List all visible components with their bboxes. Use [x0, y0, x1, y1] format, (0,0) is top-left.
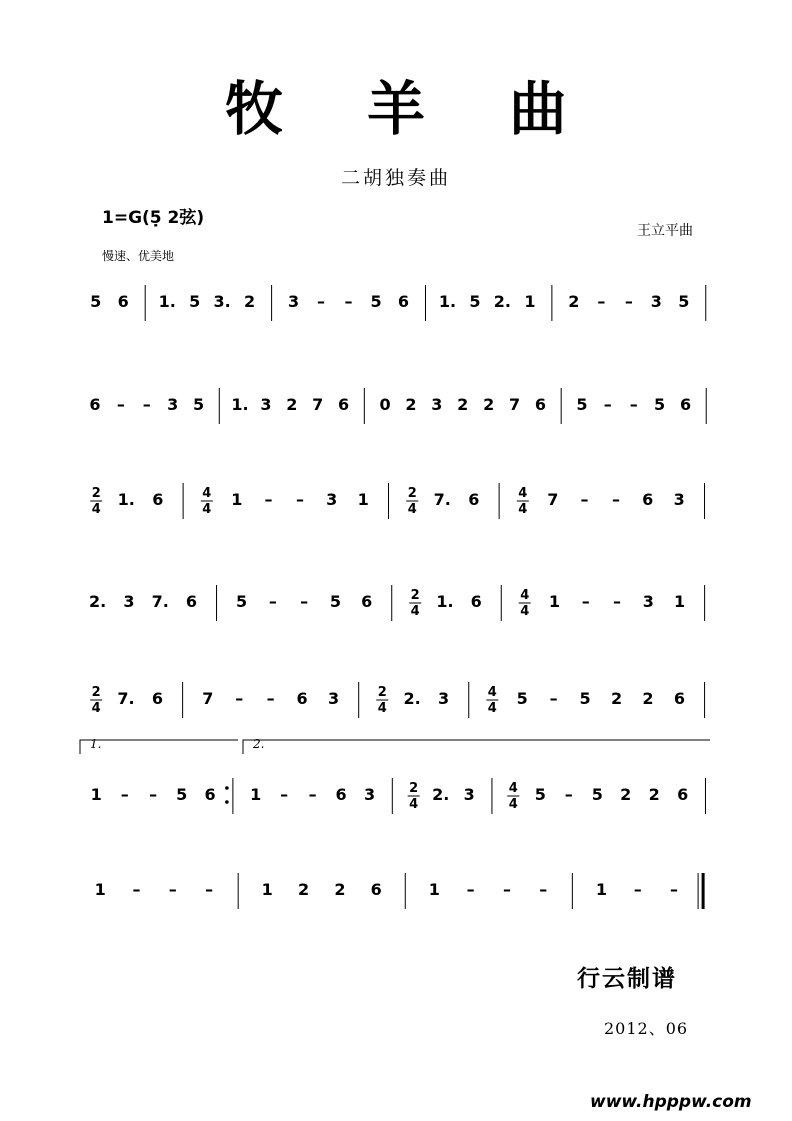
title-char: 羊 — [366, 75, 425, 143]
time-sig-bottom: 4 — [202, 502, 212, 517]
title-char: 牧 — [224, 75, 283, 143]
note: 6 — [677, 785, 689, 804]
note: 1 — [357, 490, 369, 509]
time-sig-bottom: 4 — [518, 502, 528, 517]
note: 6 — [338, 395, 350, 414]
dash-extension: – — [539, 880, 548, 899]
score-row — [78, 463, 718, 533]
score-row-svg — [78, 265, 718, 335]
note: 1 — [90, 785, 102, 804]
dash-extension: – — [603, 395, 612, 414]
note: 1. — [436, 592, 454, 611]
dash-extension: – — [670, 880, 679, 899]
score-row — [78, 565, 718, 635]
subtitle: 二胡独奏曲 — [340, 167, 451, 189]
note: 6 — [470, 592, 482, 611]
note: 2 — [620, 785, 632, 804]
dash-extension: – — [466, 880, 475, 899]
note: 1 — [674, 592, 686, 611]
score-row-svg — [78, 853, 718, 923]
transcriber-credit: 行云制谱 — [577, 966, 677, 992]
time-sig-top: 2 — [377, 685, 387, 700]
time-sig-bottom: 4 — [520, 604, 530, 619]
note: 7. — [117, 689, 135, 708]
score-row-svg — [78, 565, 718, 635]
dash-extension: – — [564, 785, 573, 804]
note: 6 — [335, 785, 347, 804]
score-row — [78, 662, 718, 732]
note: 2. — [403, 689, 421, 708]
score-row — [78, 368, 718, 438]
note: 3 — [167, 395, 179, 414]
dash-extension: – — [235, 689, 244, 708]
dash-extension: – — [597, 292, 606, 311]
dash-extension: – — [612, 490, 621, 509]
score-row-svg — [78, 662, 718, 732]
note: 5 — [654, 395, 666, 414]
note: 6 — [185, 592, 198, 611]
score-row — [78, 265, 718, 335]
note: 7 — [202, 689, 214, 708]
note: 3 — [463, 785, 475, 804]
dash-extension: – — [142, 395, 151, 414]
note: 6 — [361, 592, 373, 611]
score-row-svg — [78, 368, 718, 438]
dash-extension: – — [317, 292, 326, 311]
note: 3 — [288, 292, 300, 311]
time-sig-top: 2 — [407, 486, 417, 501]
dash-extension: – — [502, 880, 511, 899]
note: 3 — [642, 592, 654, 611]
time-sig-top: 2 — [91, 685, 101, 700]
dash-extension: – — [205, 880, 214, 899]
note: 7. — [151, 592, 169, 611]
note: 2 — [297, 880, 310, 899]
note: 2 — [648, 785, 660, 804]
note: 5 — [534, 785, 546, 804]
time-sig-bottom: 4 — [409, 797, 419, 812]
note: 0 — [379, 395, 391, 414]
note: 1 — [231, 490, 243, 509]
score-row-svg — [78, 758, 718, 828]
note: 5 — [591, 785, 603, 804]
time-sig-top: 4 — [508, 781, 518, 796]
dash-extension: – — [629, 395, 638, 414]
dash-extension: – — [266, 689, 275, 708]
note: 3 — [123, 592, 135, 611]
dash-extension: – — [296, 490, 305, 509]
note: 6 — [151, 689, 164, 708]
note: 7 — [547, 490, 559, 509]
note: 5 — [176, 785, 188, 804]
volta-1-label: 1. — [90, 737, 102, 751]
note: 2 — [610, 689, 623, 708]
dash-extension: – — [149, 785, 158, 804]
dash-extension: – — [280, 785, 289, 804]
title-char: 曲 — [509, 75, 568, 143]
composer: 王立平曲 — [637, 223, 693, 239]
dash-extension: – — [132, 880, 141, 899]
note: 2 — [483, 395, 495, 414]
dash-extension: – — [168, 880, 177, 899]
time-sig-bottom: 4 — [508, 797, 518, 812]
note: 2. — [89, 592, 107, 611]
note: 6 — [204, 785, 216, 804]
note: 1 — [524, 292, 536, 311]
time-sig-top: 2 — [410, 588, 420, 603]
volta-2-line — [243, 740, 710, 754]
time-sig-top: 4 — [520, 588, 530, 603]
note: 1 — [261, 880, 273, 899]
score-row — [78, 853, 718, 923]
repeat-dot — [225, 800, 229, 804]
note: 1 — [94, 880, 106, 899]
note: 5 — [189, 292, 201, 311]
time-sig-bottom: 4 — [377, 701, 387, 716]
time-sig-top: 4 — [518, 486, 528, 501]
note: 3 — [260, 395, 272, 414]
note: 3 — [363, 785, 376, 804]
note: 1. — [158, 292, 176, 311]
note: 1 — [548, 592, 561, 611]
note: 5 — [576, 395, 588, 414]
note: 1. — [438, 292, 457, 311]
note: 6 — [89, 395, 101, 414]
note: 1 — [250, 785, 262, 804]
note: 3. — [213, 292, 231, 311]
time-sig-bottom: 4 — [410, 604, 420, 619]
note: 2 — [642, 689, 654, 708]
dash-extension: – — [120, 785, 129, 804]
dash-extension: – — [549, 689, 558, 708]
dash-extension: – — [344, 292, 353, 311]
note: 7 — [312, 395, 324, 414]
note: 2. — [493, 292, 512, 311]
note: 1 — [595, 880, 607, 899]
note: 2 — [457, 395, 469, 414]
note: 1. — [117, 490, 135, 509]
dash-extension: – — [268, 592, 277, 611]
note: 6 — [397, 292, 410, 311]
note: 6 — [117, 292, 129, 311]
note: 6 — [679, 395, 692, 414]
note: 5 — [579, 689, 591, 708]
score-row — [78, 758, 718, 828]
note: 7. — [433, 490, 451, 509]
note: 6 — [370, 880, 382, 899]
time-sig-top: 2 — [91, 486, 101, 501]
time-sig-bottom: 4 — [91, 502, 101, 517]
volta-1-line — [80, 740, 238, 754]
time-sig-bottom: 4 — [487, 701, 497, 716]
note: 2 — [286, 395, 298, 414]
note: 2. — [432, 785, 450, 804]
note: 3 — [438, 689, 450, 708]
dash-extension: – — [633, 880, 642, 899]
score-row-svg — [78, 463, 718, 533]
time-sig-bottom: 4 — [407, 502, 417, 517]
volta-2-label: 2. — [253, 737, 265, 751]
note: 1. — [231, 395, 249, 414]
note: 7 — [508, 395, 521, 414]
time-sig-top: 2 — [409, 781, 419, 796]
dash-extension: – — [308, 785, 317, 804]
watermark: www.hpppw.com — [590, 1092, 752, 1112]
note: 2 — [334, 880, 346, 899]
note: 6 — [534, 395, 547, 414]
note: 2 — [568, 292, 580, 311]
time-sig-top: 4 — [487, 685, 497, 700]
dash-extension: – — [624, 292, 633, 311]
dash-extension: – — [580, 490, 589, 509]
time-sig-bottom: 4 — [91, 701, 101, 716]
dash-extension: – — [300, 592, 309, 611]
note: 5 — [516, 689, 528, 708]
note: 5 — [235, 592, 248, 611]
dash-extension: – — [581, 592, 590, 611]
note: 5 — [370, 292, 382, 311]
page-title — [0, 62, 792, 146]
note: 5 — [678, 292, 690, 311]
note: 3 — [650, 292, 662, 311]
note: 3 — [673, 490, 685, 509]
note: 2 — [244, 292, 256, 311]
note: 3 — [327, 689, 340, 708]
note: 1 — [428, 880, 440, 899]
repeat-dot — [225, 786, 229, 790]
note: 5 — [329, 592, 341, 611]
note: 6 — [468, 490, 480, 509]
dash-extension: – — [116, 395, 125, 414]
note: 3 — [431, 395, 443, 414]
note: 6 — [296, 689, 308, 708]
dash-extension: – — [264, 490, 273, 509]
key-signature: 1=G(5̣ 2弦) — [102, 208, 205, 228]
note: 6 — [642, 490, 654, 509]
time-sig-top: 4 — [202, 486, 212, 501]
note: 5 — [90, 292, 102, 311]
dash-extension: – — [613, 592, 622, 611]
tempo-marking: 慢速、优美地 — [102, 249, 175, 263]
note: 6 — [152, 490, 164, 509]
note: 5 — [192, 395, 205, 414]
note: 5 — [469, 292, 481, 311]
date: 2012、06 — [604, 1019, 689, 1038]
volta-brackets — [78, 734, 718, 756]
note: 3 — [326, 490, 338, 509]
note: 6 — [673, 689, 685, 708]
note: 2 — [405, 395, 417, 414]
